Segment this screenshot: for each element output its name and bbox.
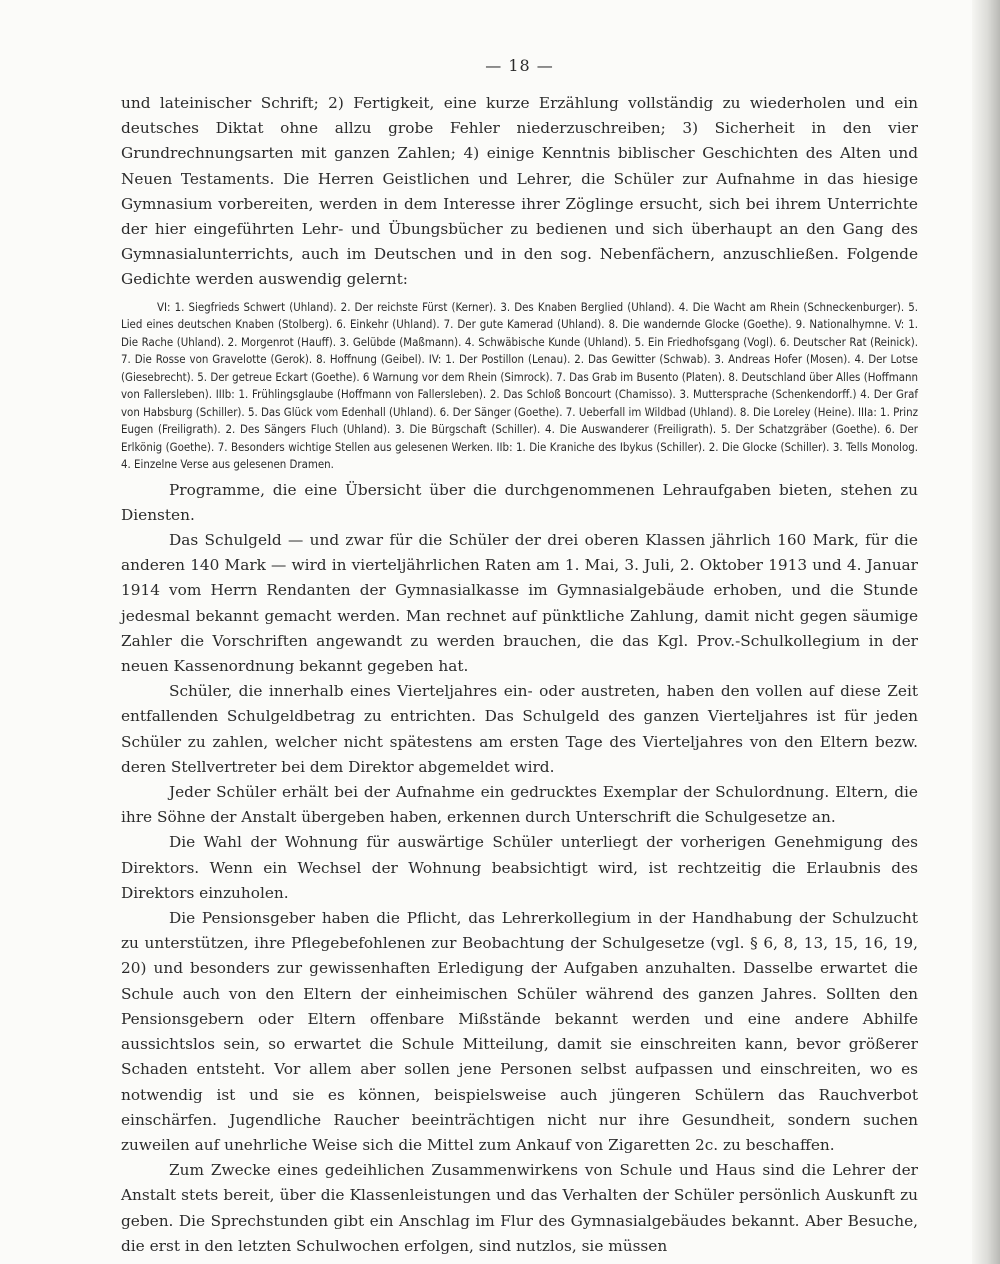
document-page [121, 56, 918, 1259]
poem-list: VI: 1. Siegfrieds Schwert (Uhland). 2. Der reichste Fürst (Kerner). 3. Des Knaben Berglied (Uhland). 4. Die Wacht am Rhein (Schneckenburger). 5. Lied eines deutschen Knaben (Stolberg). 6. Einkehr (Uhland). 7. Der gute Kamerad (Uhland). 8. Die wandernde Glocke (Goethe). 9. Nationalhymne. V: 1. Die Rache (Uhland). 2. Morgenrot (Hauff). 3. Gelübde (Maßmann). 4. Schwäbische Kunde (Uhland). 5. Ein Friedhofsgang (Vogl). 6. Deutscher Rat (Reinick). 7. Die Rosse von Gravelotte (Gerok). 8. Hoffnung (Geibel). IV: 1. Der Postillon (Lenau). 2. Das Gewitter (Schwab). 3. Andreas Hofer (Mosen). 4. Der Lotse (Giesebrecht). 5. Der getreue Eckart (Goethe). 6 Warnung vor dem Rhein (Simrock). 7. Das Grab im Busento (Platen). 8. Deutschland über Alles (Hoffmann von Fallersleben). IIIb: 1. Frühlingsglaube (Hoffmann von Fallersleben). 2. Das Schloß Boncourt (Chamisso). 3. Muttersprache (Schenkendorff.) 4. Der Graf von Habsburg (Schiller). 5. Das Glück vom Edenhall (Uhland). 6. Der Sänger (Goethe). 7. Ueberfall im Wildbad (Uhland). 8. Die Loreley (Heine). IIIa: 1. Prinz Eugen (Freiligrath). 2. Des Sängers Fluch (Uhland). 3. Die Bürgschaft (Schiller). 4. Die Auswanderer (Freiligrath). 5. Der Schatzgräber (Goethe). 6. Der Erlkönig (Goethe). 7. Besonders wichtige Stellen aus gelesenen Werken. IIb: 1. Die Kraniche des Ibykus (Schiller). 2. Die Glocke (Schiller). 3. Tells Monolog. 4. Einzelne Verse aus gelesenen Dramen. [121, 299, 918, 472]
page-edge-shadow [972, 0, 1000, 1264]
paragraph-boarding-hosts: Die Pensionsgeber haben die Pflicht, das Lehrerkollegium in der Handhabung der Schulzucht zu unterstützen, ihre Pflegebefohlenen zur Beobachtung der Schulgesetze (vgl. § 6, 8, 13, 15, 16, 19, 20) und besonders zur gewissenhaften Erledigung der Aufgaben anzuhalten. Dasselbe erwartet die Schule auch von den Eltern der einheimischen Schüler während des ganzen Jahres. Sollten den Pensionsgebern oder Eltern offenbare Mißstände bekannt werden und eine andere Abhilfe aussichtslos sein, so erwartet die Schule Mitteilung, damit sie einschreiten kann, bevor größerer Schaden entsteht. Vor allem aber sollen jene Personen selbst aufpassen und einschreiten, wo es notwendig ist und sie es können, beispielsweise auch jüngeren Schülern das Rauchverbot einschärfen. Jugendliche Raucher beeinträchtigen nicht nur ihre Gesundheit, sondern suchen zuweilen auf unehrliche Weise sich die Mittel zum Ankauf von Zigaretten 2c. zu beschaffen. [121, 909, 918, 1154]
paragraph-programs: Programme, die eine Übersicht über die durchgenommenen Lehraufgaben bieten, stehen zu Diensten. [121, 480, 918, 524]
paragraph-consultation: Zum Zwecke eines gedeihlichen Zusammenwirkens von Schule und Haus sind die Lehrer der Anstalt stets bereit, über die Klassenleistungen und das Verhalten der Schüler persönlich Auskunft zu geben. Die Sprechstunden gibt ein Anschlag im Flur des Gymnasialgebäudes bekannt. Aber Besuche, die erst in den letzten Schulwochen erfolgen, sind nutzlos, sie müssen [121, 1161, 918, 1255]
paragraph-school-fees: Das Schulgeld — und zwar für die Schüler der drei oberen Klassen jährlich 160 Mark, für die anderen 140 Mark — wird in vierteljährlichen Raten am 1. Mai, 3. Juli, 2. Oktober 1913 und 4. Januar 1914 vom Herrn Rendanten der Gymnasialkasse im Gymnasialgebäude erhoben, und die Stunde jedesmal bekannt gemacht werden. Man rechnet auf pünktliche Zahlung, damit nicht gegen säumige Zahler die Vorschriften angewandt zu werden brauchen, die das Kgl. Prov.-Schulkollegium in der neuen Kassenordnung bekannt gegeben hat. [121, 531, 918, 676]
page-number: — 18 — [485, 56, 554, 75]
paragraph-school-rules: Jeder Schüler erhält bei der Aufnahme ein gedrucktes Exemplar der Schulordnung. Eltern, die ihre Söhne der Anstalt übergeben haben, erkennen durch Unterschrift die Schulgesetze an. [121, 783, 918, 827]
paragraph-housing: Die Wahl der Wohnung für auswärtige Schüler unterliegt der vorherigen Genehmigung des Direktors. Wenn ein Wechsel der Wohnung beabsichtigt wird, ist rechtzeitig die Erlaubnis des Direktors einzuholen. [121, 833, 918, 902]
paragraph-quarterly-fees: Schüler, die innerhalb eines Vierteljahres ein- oder austreten, haben den vollen auf diese Zeit entfallenden Schulgeldbetrag zu entrichten. Das Schulgeld des ganzen Vierteljahres ist für jeden Schüler zu zahlen, welcher nicht spätestens am ersten Tage des Vierteljahres von den Eltern bezw. deren Stellvertreter bei dem Direktor abgemeldet wird. [121, 682, 918, 776]
paragraph-admission-requirements: und lateinischer Schrift; 2) Fertigkeit, eine kurze Erzählung vollständig zu wiederholen und ein deutsches Diktat ohne allzu grobe Fehler niederzuschreiben; 3) Sicherheit in den vier Grundrechnungsarten mit ganzen Zahlen; 4) einige Kenntnis biblischer Geschichten des Alten und Neuen Testaments. Die Herren Geistlichen und Lehrer, die Schüler zur Aufnahme in das hiesige Gymnasium vorbereiten, werden in dem Interesse ihrer Zöglinge ersucht, sich bei ihrem Unterrichte der hier eingeführten Lehr- und Übungsbücher zu bedienen und sich überhaupt an den Gang des Gymnasialunterrichts, auch im Deutschen und in den sog. Nebenfächern, anzuschließen. Folgende Gedichte werden auswendig gelernt: [121, 94, 918, 289]
